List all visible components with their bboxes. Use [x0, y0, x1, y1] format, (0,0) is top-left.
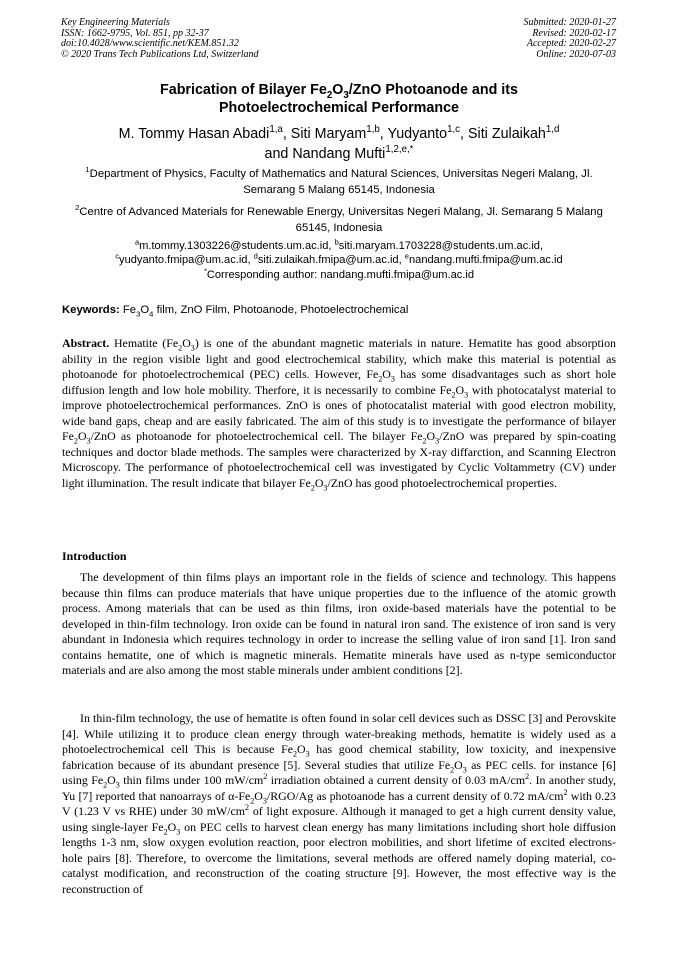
doi: doi:10.4028/www.scientific.net/KEM.851.32 — [61, 38, 239, 50]
copyright: © 2020 Trans Tech Publications Ltd, Switzerland — [61, 48, 259, 60]
author-emails: $^a$m.tommy.1303226@students.um.ac.id, $^b$siti.maryam.1703228@students.um.ac.id, $^c$yudyanto.fmipa@um.ac.id, $^d$siti.zulaikah.fmipa@um.ac.id, $^e$nandang.mufti.fmipa@um.ac.id *Corresponding author: nandang.mufti.fmipa@um.ac.id — [60, 239, 618, 282]
submitted-date: Submitted: 2020-01-27 — [523, 17, 616, 28]
online-date: Online: 2020-07-03 — [536, 48, 616, 60]
paper-title: Fabrication of Bilayer $Fe_2O_3$/ZnO Photoanode and its Photoelectrochemical Performance — [160, 82, 518, 116]
revised-date: Revised: 2020-02-17 — [532, 27, 616, 39]
author-name: M. Tommy Hasan Abadi — [118, 126, 270, 142]
affiliation-1: $^1$Department of Physics, Faculty of Mathematics and Natural Sciences, Universitas Negeri Malang, Jl. Semarang 5 Malang 65145, Indonesia — [85, 165, 593, 196]
corresponding-author: *Corresponding author: nandang.mufti.fmipa@um.ac.id — [203, 266, 475, 281]
author-name: Yudyanto — [387, 126, 448, 142]
author-list: M. Tommy Hasan Abadi$^{1,a}$, Siti Maryam$^{1,b}$, Yudyanto$^{1,c}$, Siti Zulaikah$^{1,d}$ and Nandang Mufti$^{1,2,e,*}$ — [118, 124, 560, 162]
section-heading-introduction: Introduction — [62, 549, 127, 563]
abstract-label: Abstract. — [62, 336, 110, 350]
abstract: Abstract. Hematite $(Fe_2O_3)$ is one of the abundant magnetic materials in nature. Hematite has good absorption ability in the region visible light and good electrochemical stability, which make this material is potential as photoanode for photoelectrochemical (PEC) cells. However, $Fe_2O_3$ has some disadvantages such as short hole diffusion length and low hole mobility. Therfore, it is necessarily to combine $Fe_2O_3$ with photocatalyst material to improve photoelectrochemical performances. ZnO is ones of photocatalist material with good electron mobility, wide band gaps, cheap and are easily fabricated. The aim of this study is to investigate the performance of bilayer $Fe_2O_3$/ZnO as photoanode for photoelectrochemical cell. The bilayer $Fe_2O_3$/ZnO was prepared by spin-coating techniques and doctor blade methods. The samples were characterized by X-ray diffarction, and Scanning Electron Microscopy. The performance of photoelectrochemical cell was investigated by Cyclic Voltammetry (CV) under light illumination. The result indicate that bilayer $Fe_2O_3$/ZnO has good photoelectrochemical properties. — [62, 336, 616, 493]
affiliation-2: $^2$Centre of Advanced Materials for Renewable Energy, Universitas Negeri Malang, Jl. Semarang 5 Malang 65145, Indonesia — [75, 203, 603, 234]
accepted-date: Accepted: 2020-02-27 — [526, 38, 616, 50]
author-name: Siti Maryam — [290, 126, 367, 142]
keywords-label: Keywords: — [62, 304, 120, 316]
journal-name: Key Engineering Materials — [61, 17, 170, 28]
publication-dates — [524, 18, 617, 60]
author-name: Siti Zulaikah — [468, 126, 546, 142]
intro-paragraph-2: In thin-film technology, the use of hematite is often found in solar cell devices such as DSSC [3] and Perovskite [4]. While utilizing it to produce clean energy through water-breaking methods, hematite is widely used as a photoelectrochemical cell This is because $Fe_2O_3$ has good chemical stability, low toxicity, and inexpensive fabrication because of its abundant presence [5]. Several studies that utilize $Fe_2O_3$ as PEC cells. for instance [6] using $Fe_2O_3$ thin films under 100 $mW/cm^2$ irradiation obtained a current density of 0.03 $mA/cm^2$. In another study, Yu [7] reported that nanoarrays of $\alpha-Fe_2O_3/RGO/Ag$ as photoanode has a current density of 0.72 $mA/cm^2$ with 0.23 V (1.23 V vs RHE) under 30 $mW/cm^2$ of light exposure. Although it managed to get a high current density value, using single-layer $Fe_2O_3$ on PEC cells to harvest clean energy has many limitations including short hole diffusion lengths 1-3 nm, slow oxygen evolution reaction, poor electron mobilities, and short lifetime of excited electrons-hole pairs [8]. Therefore, to overcome the limitations, several methods are offered namely doping material, co-catalyst modification, and reconstruction of the coating structure [9]. However, the most effective way is the reconstruction of — [62, 711, 617, 897]
author-name: Nandang Mufti — [292, 146, 386, 162]
keywords: Keywords: $Fe_3O_4$ film, ZnO Film, Photoanode, Photoelectrochemical — [62, 304, 409, 319]
journal-info — [61, 18, 259, 60]
issn: ISSN: 1662-9795, Vol. 851, pp 32-37 — [61, 27, 209, 39]
intro-paragraph-1: The development of thin films plays an important role in the fields of science and technology. This happens because thin films can produce materials that have unique properties due to the influence of the atomic growth process. Among materials that can be used as thin films, iron oxide-based materials have the potential to be developed in thin-film technology. Iron oxide can be found in natural iron sand. The existence of iron sand is very abundant in Indonesia which requires technology in order to increase the selling value of iron sand [1]. Iron sand contains hematite, one of which is magnetic minerals. Hematite minerals have used as n-type semiconductor materials and are also among the most stable minerals under ambient conditions [2]. — [62, 570, 616, 678]
